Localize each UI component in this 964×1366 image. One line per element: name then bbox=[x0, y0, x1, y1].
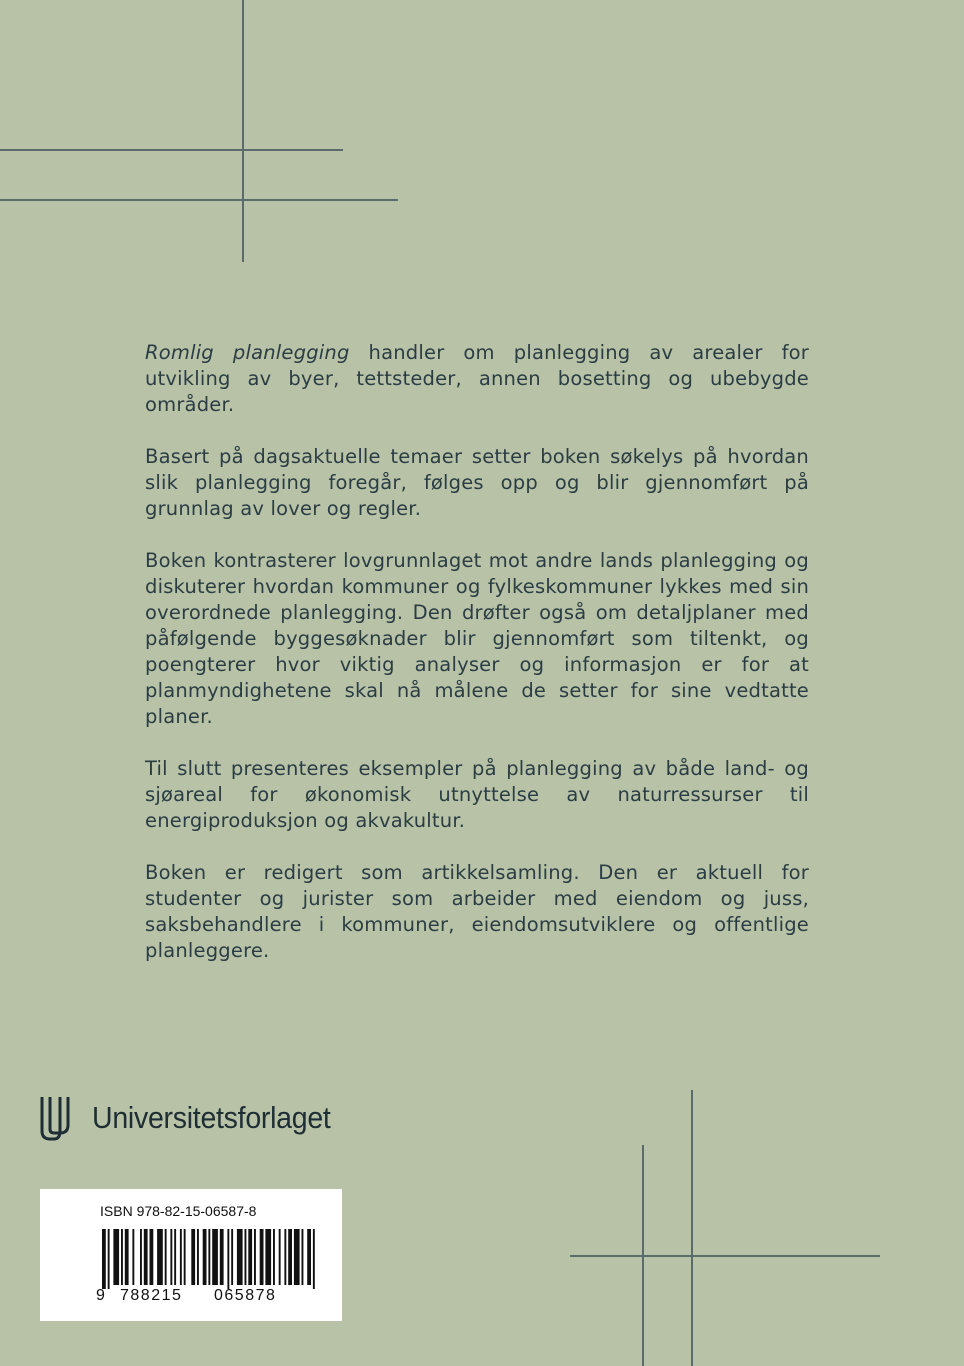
barcode-bar bbox=[313, 1229, 315, 1289]
barcode-bar bbox=[184, 1229, 186, 1285]
decor-line-horizontal-top-2 bbox=[0, 199, 398, 201]
barcode-bar bbox=[279, 1229, 281, 1285]
barcode-bar bbox=[248, 1229, 252, 1285]
decor-line-vertical-top bbox=[242, 0, 244, 262]
publisher-logo-icon bbox=[40, 1095, 70, 1141]
barcode-bar bbox=[203, 1229, 207, 1285]
barcode-bar bbox=[157, 1229, 163, 1285]
barcode-bar bbox=[102, 1229, 106, 1289]
barcode-bar bbox=[245, 1229, 247, 1285]
isbn-label: ISBN 978-82-15-06587-8 bbox=[100, 1203, 257, 1219]
publisher-name: Universitetsforlaget bbox=[92, 1100, 331, 1135]
paragraph-4: Til slutt presenteres eksempler på planlegging av både land- og sjøareal for økonomisk utnyttelse av naturressurser til energiproduksjon og akvakultur. bbox=[145, 757, 809, 832]
barcode-bar bbox=[144, 1229, 148, 1285]
paragraph-1: Romlig planlegging handler om planlegging av arealer for utvikling av byer, tettsteder, annen bosetting og ubebygde områder. bbox=[145, 341, 810, 416]
decor-line-vertical-bottom-1 bbox=[691, 1090, 693, 1366]
barcode-bar bbox=[227, 1229, 229, 1289]
ean-digit-first: 9 bbox=[96, 1287, 105, 1304]
barcode-bar bbox=[288, 1229, 292, 1285]
barcode-bar bbox=[302, 1229, 304, 1285]
paragraph-2: Basert på dagsaktuelle temaer setter boken søkelys på hvordan slik planlegging foregår, følges opp og blir gjennomført på grunnlag av lover og regler. bbox=[145, 445, 809, 520]
back-cover-description bbox=[145, 340, 809, 990]
ean-digits-right: 065878 bbox=[214, 1287, 277, 1304]
barcode-bar bbox=[125, 1229, 129, 1285]
publisher-logo bbox=[40, 1095, 351, 1141]
barcode-bar bbox=[121, 1229, 123, 1285]
barcode-bar bbox=[180, 1229, 182, 1285]
book-title-italic: Romlig planlegging bbox=[145, 341, 350, 364]
barcode-bar bbox=[220, 1229, 224, 1285]
barcode-bar bbox=[273, 1229, 275, 1285]
barcode-bar bbox=[113, 1229, 119, 1285]
barcode-bar bbox=[170, 1229, 172, 1285]
barcode-bar bbox=[307, 1229, 311, 1285]
barcode-bar bbox=[165, 1229, 167, 1285]
barcode-bar bbox=[132, 1229, 134, 1285]
barcode-bar bbox=[265, 1229, 271, 1285]
ean-digits-left: 788215 bbox=[120, 1287, 183, 1304]
barcode-bar bbox=[191, 1229, 195, 1285]
barcode-bar bbox=[237, 1229, 243, 1285]
barcode-bar bbox=[212, 1229, 218, 1285]
decor-line-horizontal-bottom bbox=[570, 1255, 880, 1257]
paragraph-5: Boken er redigert som artikkelsamling. Den er aktuell for studenter og jurister som arbeider med eiendom og juss, saksbehandlere i kommuner, eiendomsutviklere og offentlige planleggere. bbox=[145, 861, 809, 962]
barcode-bar bbox=[208, 1229, 210, 1285]
barcode-bar bbox=[284, 1229, 286, 1285]
barcode-bar bbox=[254, 1229, 256, 1285]
barcode-bar bbox=[140, 1229, 142, 1285]
barcode-bar bbox=[231, 1229, 233, 1285]
barcode-bars bbox=[94, 1229, 324, 1289]
paragraph-3: Boken kontrasterer lovgrunnlaget mot andre lands planlegging og diskuterer hvordan kommuner og fylkeskommuner lykkes med sin overordnede planlegging. Den drøfter også om detaljplaner med påfølgende byggesøknader blir gjennomført som tiltenkt, og poengterer hvor viktig analyser og informasjon er for at planmyndighetene skal nå målene de setter for sine vedtatte planer. bbox=[145, 549, 809, 728]
barcode-bar bbox=[174, 1229, 176, 1285]
barcode-bar bbox=[260, 1229, 264, 1285]
barcode-bar bbox=[108, 1229, 110, 1289]
decor-line-horizontal-top-1 bbox=[0, 149, 343, 151]
barcode-bar bbox=[150, 1229, 154, 1285]
barcode-box bbox=[40, 1189, 342, 1321]
barcode-bar bbox=[197, 1229, 199, 1285]
barcode-bar bbox=[294, 1229, 300, 1285]
